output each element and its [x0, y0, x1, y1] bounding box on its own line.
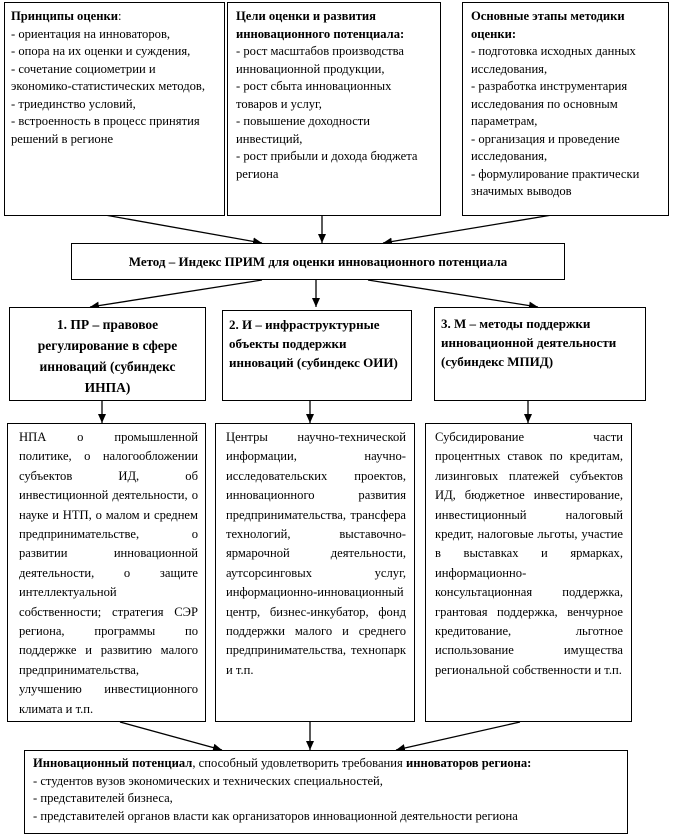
- list-item: - ориентация на инноваторов,: [11, 26, 171, 41]
- subindex-title: 1. ПР – правовое регулирование в сфере инноваций (субиндекс ИНПА): [37, 317, 178, 395]
- list-item: - рост прибыли и дохода бюджета региона: [236, 149, 418, 181]
- list-item: - повышение доходности инвестиций,: [236, 114, 371, 146]
- goals-box: [227, 2, 441, 216]
- arrow-detail1-to-result: [120, 722, 222, 750]
- list-item: - опора на их оценки и суждения,: [11, 44, 191, 58]
- list-item: - рост масштабов производства инновационной продукции,: [236, 44, 405, 76]
- subindex-box-3: [434, 307, 646, 401]
- goals-heading: Цели оценки и развития инновационного потенциала:: [236, 9, 405, 41]
- list-item: - представителей органов власти как организаторов инновационной деятельности региона: [33, 808, 518, 823]
- list-item: - представителей бизнеса,: [33, 791, 173, 805]
- detail-box-2: [215, 423, 415, 722]
- method-box: [71, 243, 565, 280]
- arrow-method-to-sub1: [90, 280, 262, 307]
- detail-text: НПА о промышленной политике, о налогообложении субъектов ИД, об инвестиционной деятельности, о науке и НТП, о малом и среднем предпринимательстве, о развитии инновационной деятельности, о защите интеллектуальной собственности; стратегия СЭР региона, программы по поддержке и развитию малого предпринимательства, улучшению инвестиционного климата и т.п.: [19, 430, 198, 716]
- list-item: - рост сбыта инновационных товаров и услуг,: [236, 79, 392, 111]
- stages-box: [462, 2, 669, 216]
- list-item: - встроенность в процесс принятия решений в регионе: [11, 114, 200, 146]
- detail-box-3: [425, 423, 632, 722]
- list-item: - организация и проведение исследования,: [471, 131, 620, 163]
- arrow-method-to-sub3: [368, 280, 538, 307]
- principles-heading: Принципы оценки: [11, 9, 118, 23]
- stages-heading: Основные этапы методики оценки:: [471, 9, 625, 41]
- list-item: - сочетание социометрии и экономико-статистических методов,: [11, 61, 206, 93]
- list-item: - разработка инструментария исследования по основным параметрам,: [471, 79, 628, 128]
- subindex-title: 2. И – инфраструктурные объекты поддержки инноваций (субиндекс ОИИ): [229, 317, 398, 370]
- method-title: Метод – Индекс ПРИМ для оценки инновационного потенциала: [128, 254, 508, 269]
- subindex-box-1: [9, 307, 206, 401]
- result-heading: Инновационный потенциал, способный удовлетворить требования инноваторов региона:: [33, 756, 532, 770]
- subindex-box-2: [222, 310, 412, 401]
- detail-box-1: [7, 423, 206, 722]
- list-item: - формулирование практически значимых выводов: [471, 166, 640, 198]
- detail-text: Центры научно-технической информации, научно-исследовательских проектов, инновационного развития предпринимательства, трансфера технологий, выставочно-ярмарочной деятельности, аутсорсинговых услуг, информационно-инновационный центр, бизнес-инкубатор, фонд поддержки малого и среднего предпринимательства, технопарк и т.п.: [226, 430, 406, 677]
- list-item: - студентов вузов экономических и технических специальностей,: [33, 773, 383, 788]
- principles-box: Принципы оценки: - ориентация на инноваторов, - опора на их оценки и суждения, - сочетание социометрии и экономико-статистических методов, - триединство условий, - встроенность в процесс принятия решений в регионе: [4, 2, 225, 216]
- arrow-detail3-to-result: [396, 722, 520, 750]
- detail-text: Субсидирование части процентных ставок по кредитам, лизинговых платежей субъектов ИД, бюджетное инвестирование, инвестиционный налоговый кредит, налоговые льготы, участие в выставках и ярмарках, информационно-консультационная поддержка, грантовая поддержка, венчурное кредитование, льготное использование имущества региональной собственности и т.п.: [435, 430, 623, 677]
- result-box: [24, 750, 628, 834]
- arrow-stages-to-method: [383, 215, 552, 243]
- list-item: - подготовка исходных данных исследования,: [471, 44, 636, 76]
- arrow-principles-to-method: [105, 215, 262, 243]
- list-item: - триединство условий,: [11, 96, 136, 111]
- subindex-title: 3. М – методы поддержки инновационной деятельности (субиндекс МПИД): [441, 316, 617, 369]
